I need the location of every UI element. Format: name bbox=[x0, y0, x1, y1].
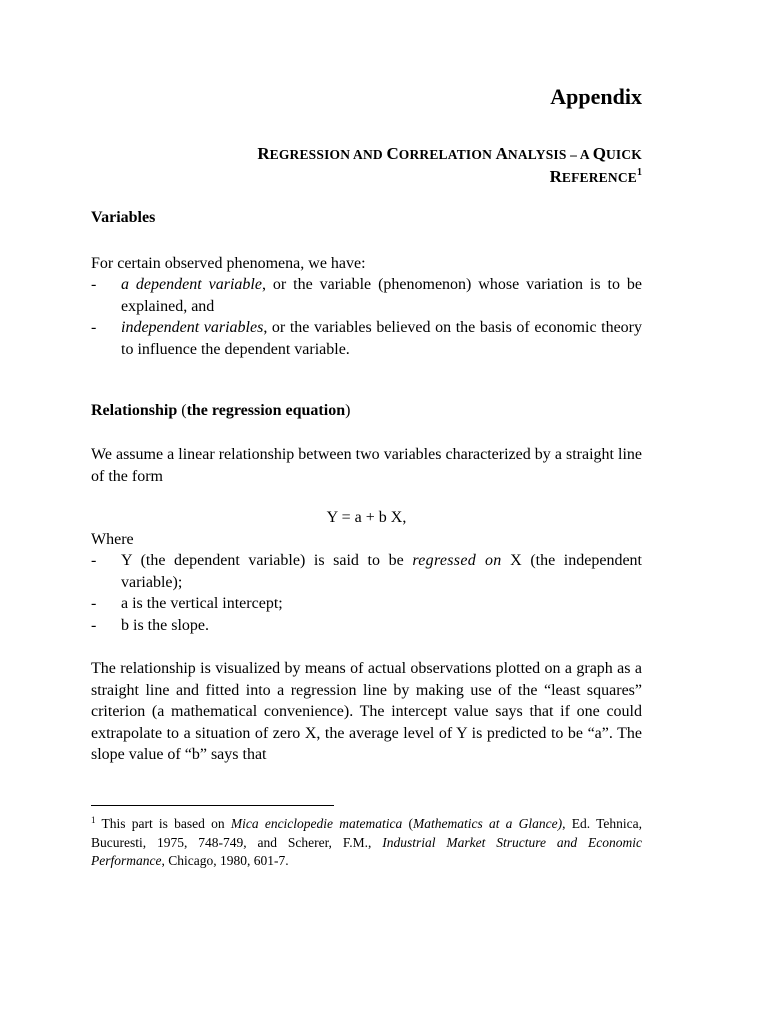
relationship-heading: Relationship (the regression equation) bbox=[91, 402, 351, 419]
list-item: - Y (the dependent variable) is said to be regressed on X (the independent variable); bbox=[91, 550, 642, 593]
appendix-title: Appendix bbox=[550, 84, 642, 109]
footnote: $^1$ This part is based on Mica enciclopedie matematica (Mathematics at a Glance), Ed. Tehnica, Bucuresti, 1975, 748-749, and Scherer, F.M., Industrial Market Structure and Economic Performance, Chicago, 1980, 601-7. bbox=[91, 815, 643, 868]
list-item: - independent variables, or the variables believed on the basis of economic theory to influence the dependent variable. bbox=[91, 317, 642, 360]
title-line-2: REFERENCE$^1$ bbox=[549, 167, 642, 186]
title-line-1: REGRESSION AND CORRELATION ANALYSIS – A QUICK bbox=[257, 144, 642, 163]
list-item: - b is the slope. bbox=[91, 615, 642, 637]
where-list bbox=[91, 550, 642, 636]
where-label: Where bbox=[91, 531, 134, 548]
variables-heading: Variables bbox=[91, 209, 156, 226]
variables-list bbox=[91, 274, 642, 360]
footnote-divider bbox=[91, 805, 334, 806]
list-item: - a dependent variable, or the variable (phenomenon) whose variation is to be explained, and bbox=[91, 274, 642, 317]
assumption-paragraph: We assume a linear relationship between two variables characterized by a straight line of the form bbox=[91, 446, 642, 485]
document-title bbox=[172, 143, 642, 189]
regression-equation: Y = a + b X, bbox=[326, 509, 407, 526]
list-item: - a is the vertical intercept; bbox=[91, 593, 642, 615]
variables-intro: For certain observed phenomena, we have: bbox=[91, 255, 366, 272]
footnote-mark: 1 bbox=[91, 815, 96, 825]
visualization-paragraph: The relationship is visualized by means of actual observations plotted on a graph as a straight line and fitted into a regression line by making use of the “least squares” criterion (a mathematical convenience). The intercept value says that if one could extrapolate to a situation of zero X, the average level of Y is predicted to be “a”. The slope value of “b” says that bbox=[91, 660, 642, 763]
footnote-reference[interactable]: 1 bbox=[637, 167, 642, 178]
